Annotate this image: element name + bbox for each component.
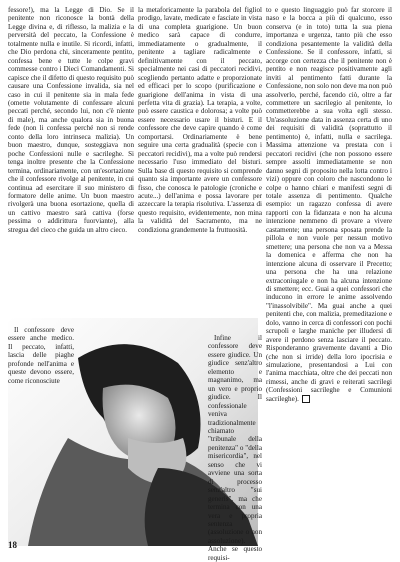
- column-2-text: la metaforicamente la parabola del figliol prodigo, lavate, medicate e fasciate in vista di una completa guarigione. Un buon medico sarà capace di condurre, immediatamente o gradualmente, il penitente a tagliare radicalmente e definitivamente con il peccato, specialmente nei casi di peccatori recidivi, scegliendo pertanto adatte e proporzionate ed efficaci per lo scopo (purificazione e guarigione dell'anima in vista di una perfetta vita di grazia). La terapia, a volte, può essere caustica e dolorosa; a volte può essere necessario usare il bisturi. E il confessore che deve capire quando è come comportarsi. Ordinariamente è bene seguire una certa gradualità (specie con i peccatori recidivi), ma a volte può rendersi necessario l'uso immediato del bisturi. Sulla base di questo requisito si comprende quanto sia importante avere un confessore fisso, che conosca le patologie (croniche e acute...) dell'anima e possa lavorare per azzeccare la terapia risolutiva. L'assenza di questo requisito, evidentemente, non mina la validità del Sacramento, ma ne condiziona grandemente la fruttuosità.: [138, 6, 262, 234]
- column-1-lower-text: Il confessore deve essere anche medico. Il peccato, infatti, lascia delle piaghe profonde nell'anima e queste devono essere, come riconosciute: [8, 326, 74, 385]
- column-2-lower-text-block: [208, 334, 262, 562]
- column-1-lower-text-block: [8, 326, 74, 385]
- column-3-text: to e questo linguaggio può far storcere il naso e la bocca a più di qualcuno, esso conserva (e in toto) tutta la sua piena importanza e urgenza, tanto più che esso condiziona pesantemente la validità della Confessione. Se il confessore, infatti, si accorge con certezza che il penitente non è pentito e non reagisce positivamente agli inviti al pentimento fatti durante la Confessione, non solo non deve ma non può assolverlo, perché, facendo ciò, oltre a far commettere un sacrilegio al penitente, lo commetterebbe a sua volta egli stesso. Un'assoluzione data in assenza certa di uno dei requisiti di validità (soprattutto il pentimento) è, infatti, nulla e sacrilega. Massima attenzione va prestata con i peccatori recidivi (che non possono essere sempre assolti immediatamente se non danno segni di proposito nella lotta contro i vizi) oppure con coloro che nascondono le colpe o hanno chiari e manifesti segni di totale assenza di pentimento. Qualche esempio: un ragazzo confessa di avere rapporti con la fidanzata e non ha alcuna intenzione nemmeno di provare a vivere castamente; una persona sposata prende la pillola e non vuole per nessun motivo smettere; una persona che non va a Messa la domenica e afferma che non ha intenzione alcuna di osservare il Precetto; una persona che ha una relazione extraconiugale e non ha alcuna intenzione di smettere; ecc. Guai a quei confessori che inducono in errore le anime assolvendo "l'inassolvibile". Ma guai anche a quei penitenti che, con malizia, premeditazione e dolo, vanno in cerca di confessori con pochi scrupoli e larghe maniche per illudersi di avere il perdono senza lasciare il peccato. Risponderanno gravemente davanti a Dio (che non si irride) della loro ipocrisia e simulazione, presentandosi a Lui con l'anima macchiata, oltre che dei peccati non rimessi, anche di gravi e reiterati sacrilegi (Confessioni sacrileghe e Comunioni sacrileghe).: [266, 6, 392, 403]
- column-3: [266, 6, 392, 554]
- page-number: 18: [8, 540, 17, 550]
- column-2: [138, 6, 262, 336]
- column-2-lower-text: Infine il confessore deve essere giudice. Un giudice senz'altro elemento e magnanimo, ma un vero e proprio giudice. Il confessionale veniva tradizionalmente chiamato "tribunale della penitenza" o "della misericordia", nel senso che vi avviene una sorta di processo senz'altro "sui generis", ma che termina con una vera e propria sentenza (assoluzione o non assoluzione). Anche se questo requisi-: [208, 334, 262, 562]
- column-1: [8, 6, 134, 234]
- end-of-article-mark: [302, 395, 310, 403]
- column-1-text: fessore!), ma la Legge di Dio. Se il penitente non riconosce la bontà della Legge divina e, di riflesso, la malizia e la perversità del peccato, la Confessione è totalmente nulla e inutile. Si ricordi, infatti, che Dio perdona chi, sinceramente pentito, confessa bene e tutte le colpe gravi commesse contro i Dieci Comandamenti. Si capisce che il difetto di questo requisito può causare una Confessione invalida, sia nel caso in cui il penitente sia in mala fede (omette volutamente di confessare alcuni peccati perché, secondo lui, non c'è niente di male), ma anche qualora sia in buona fede (non li confessa perché non si rende conto della loro intrinseca malizia). Un buon maestro, dunque, sosteggiava non poche Confessioni nulle e sacrileghe. Si tenga inoltre presente che la Confessione termina, ordinariamente, con un'esortazione che il confessore rivolge al penitente, in cui continua ad esercitare il suo ministero di formatore delle anime. Un buon maestro rivolgerà una buona esortazione, quella di un cattivo maestro sarà cattiva (forse pessima o addirittura fuorviante), alla stregua del cieco che guida un altro cieco.: [8, 6, 134, 234]
